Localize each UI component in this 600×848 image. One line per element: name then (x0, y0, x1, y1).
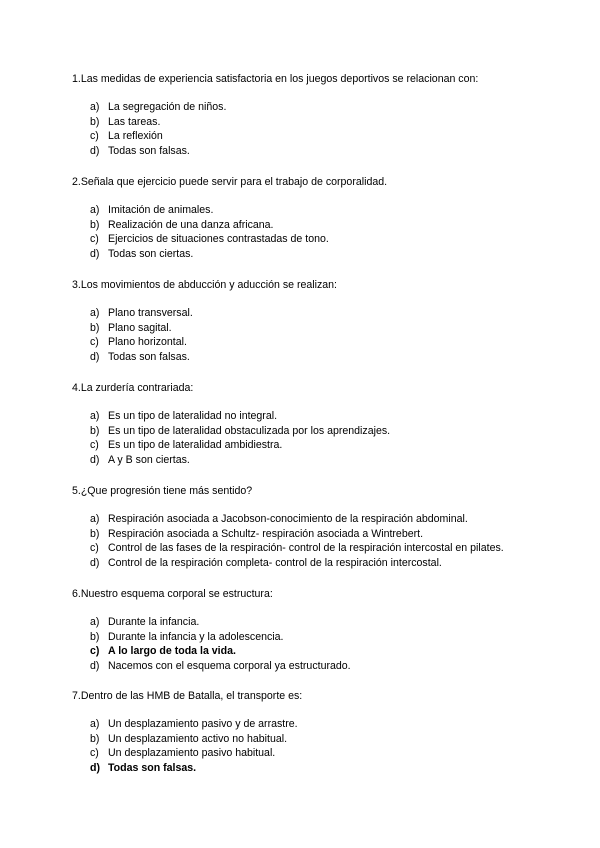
option-text: Un desplazamiento pasivo y de arrastre. (108, 718, 298, 730)
option-text: Plano sagital. (108, 321, 172, 334)
option-letter: a) (90, 204, 100, 216)
option-letter: c) (90, 336, 99, 349)
option-3-a (72, 306, 572, 321)
option-3-b (72, 321, 572, 336)
question-5 (72, 484, 572, 570)
option-text: A lo largo de toda la vida. (108, 645, 236, 658)
option-3-c (72, 335, 572, 350)
option-5-a (72, 512, 572, 527)
option-letter: b) (90, 321, 100, 334)
option-1-b (72, 115, 572, 130)
option-text: Un desplazamiento activo no habitual. (108, 732, 288, 745)
option-text: A y B son ciertas. (108, 453, 190, 466)
option-text: Plano transversal. (108, 307, 193, 319)
option-text: La reflexión (108, 130, 163, 143)
option-2-a (72, 203, 572, 218)
option-letter: a) (90, 616, 100, 628)
question-text: 6.Nuestro esquema corporal se estructura: (72, 588, 273, 600)
option-6-d (72, 659, 572, 674)
option-text: Respiración asociada a Schultz- respiración asociada a Wintrebert. (108, 527, 424, 540)
option-letter: b) (90, 732, 100, 745)
option-list (72, 512, 572, 570)
question-7 (72, 689, 572, 775)
option-text: Ejercicios de situaciones contrastadas de tono. (108, 233, 329, 246)
option-letter: d) (90, 144, 100, 157)
option-letter: a) (90, 101, 100, 113)
option-text: Durante la infancia y la adolescencia. (108, 630, 284, 643)
question-4 (72, 381, 572, 467)
option-letter: c) (90, 130, 99, 143)
option-text: Todas son falsas. (108, 350, 190, 363)
option-letter: b) (90, 218, 100, 231)
option-letter: d) (90, 350, 100, 363)
question-text: 2.Señala que ejercicio puede servir para el trabajo de corporalidad. (72, 176, 388, 188)
option-list (72, 409, 572, 467)
option-6-c (72, 644, 572, 659)
option-text: La segregación de niños. (108, 101, 227, 113)
option-3-d (72, 350, 572, 365)
option-4-b (72, 424, 572, 439)
option-7-b (72, 732, 572, 747)
option-4-c (72, 438, 572, 453)
option-7-a (72, 717, 572, 732)
option-letter: a) (90, 513, 100, 525)
option-text: Respiración asociada a Jacobson-conocimiento de la respiración abdominal. (108, 513, 468, 525)
option-list (72, 615, 572, 673)
option-1-d (72, 144, 572, 159)
question-text: 4.La zurdería contrariada: (72, 382, 194, 394)
option-list (72, 306, 572, 364)
option-letter: c) (90, 233, 99, 246)
option-list (72, 100, 572, 158)
option-letter: b) (90, 630, 100, 643)
option-7-d (72, 761, 572, 776)
question-text: 3.Los movimientos de abducción y aducción se realizan: (72, 279, 337, 291)
question-6 (72, 587, 572, 673)
option-letter: c) (90, 542, 99, 555)
question-1 (72, 72, 572, 158)
option-text: Todas son falsas. (108, 144, 190, 157)
question-text: 5.¿Que progresión tiene más sentido? (72, 485, 253, 497)
option-letter: b) (90, 115, 100, 128)
option-letter: d) (90, 556, 100, 569)
option-text: Control de la respiración completa- control de la respiración intercostal. (108, 556, 442, 569)
option-2-d (72, 247, 572, 262)
option-list (72, 203, 572, 261)
option-text: Control de las fases de la respiración- control de la respiración intercostal en pilates. (108, 542, 504, 555)
option-1-c (72, 129, 572, 144)
option-letter: b) (90, 424, 100, 437)
option-2-b (72, 218, 572, 233)
option-text: Un desplazamiento pasivo habitual. (108, 747, 276, 760)
option-text: Es un tipo de lateralidad ambidiestra. (108, 439, 283, 452)
option-letter: d) (90, 761, 100, 774)
option-4-a (72, 409, 572, 424)
option-1-a (72, 100, 572, 115)
option-letter: a) (90, 307, 100, 319)
option-5-c (72, 541, 572, 556)
option-letter: c) (90, 747, 99, 760)
option-text: Imitación de animales. (108, 204, 214, 216)
option-text: Realización de una danza africana. (108, 218, 274, 231)
option-text: Todas son ciertas. (108, 247, 194, 260)
question-text: 1.Las medidas de experiencia satisfactoria en los juegos deportivos se relacionan con: (72, 73, 479, 85)
option-5-b (72, 527, 572, 542)
option-letter: a) (90, 410, 100, 422)
option-text: Durante la infancia. (108, 616, 200, 628)
question-2 (72, 175, 572, 261)
option-6-b (72, 630, 572, 645)
option-letter: d) (90, 659, 100, 672)
option-2-c (72, 232, 572, 247)
option-4-d (72, 453, 572, 468)
option-text: Todas son falsas. (108, 761, 197, 774)
option-text: Plano horizontal. (108, 336, 187, 349)
option-list (72, 717, 572, 775)
option-5-d (72, 556, 572, 571)
option-letter: d) (90, 247, 100, 260)
question-3 (72, 278, 572, 364)
option-letter: d) (90, 453, 100, 466)
question-text: 7.Dentro de las HMB de Batalla, el transporte es: (72, 690, 303, 702)
option-letter: c) (90, 645, 100, 658)
option-text: Las tareas. (108, 115, 161, 128)
option-letter: c) (90, 439, 99, 452)
option-letter: b) (90, 527, 100, 540)
option-text: Es un tipo de lateralidad no integral. (108, 410, 278, 422)
option-text: Nacemos con el esquema corporal ya estructurado. (108, 659, 351, 672)
option-7-c (72, 746, 572, 761)
option-text: Es un tipo de lateralidad obstaculizada por los aprendizajes. (108, 424, 391, 437)
option-6-a (72, 615, 572, 630)
option-letter: a) (90, 718, 100, 730)
